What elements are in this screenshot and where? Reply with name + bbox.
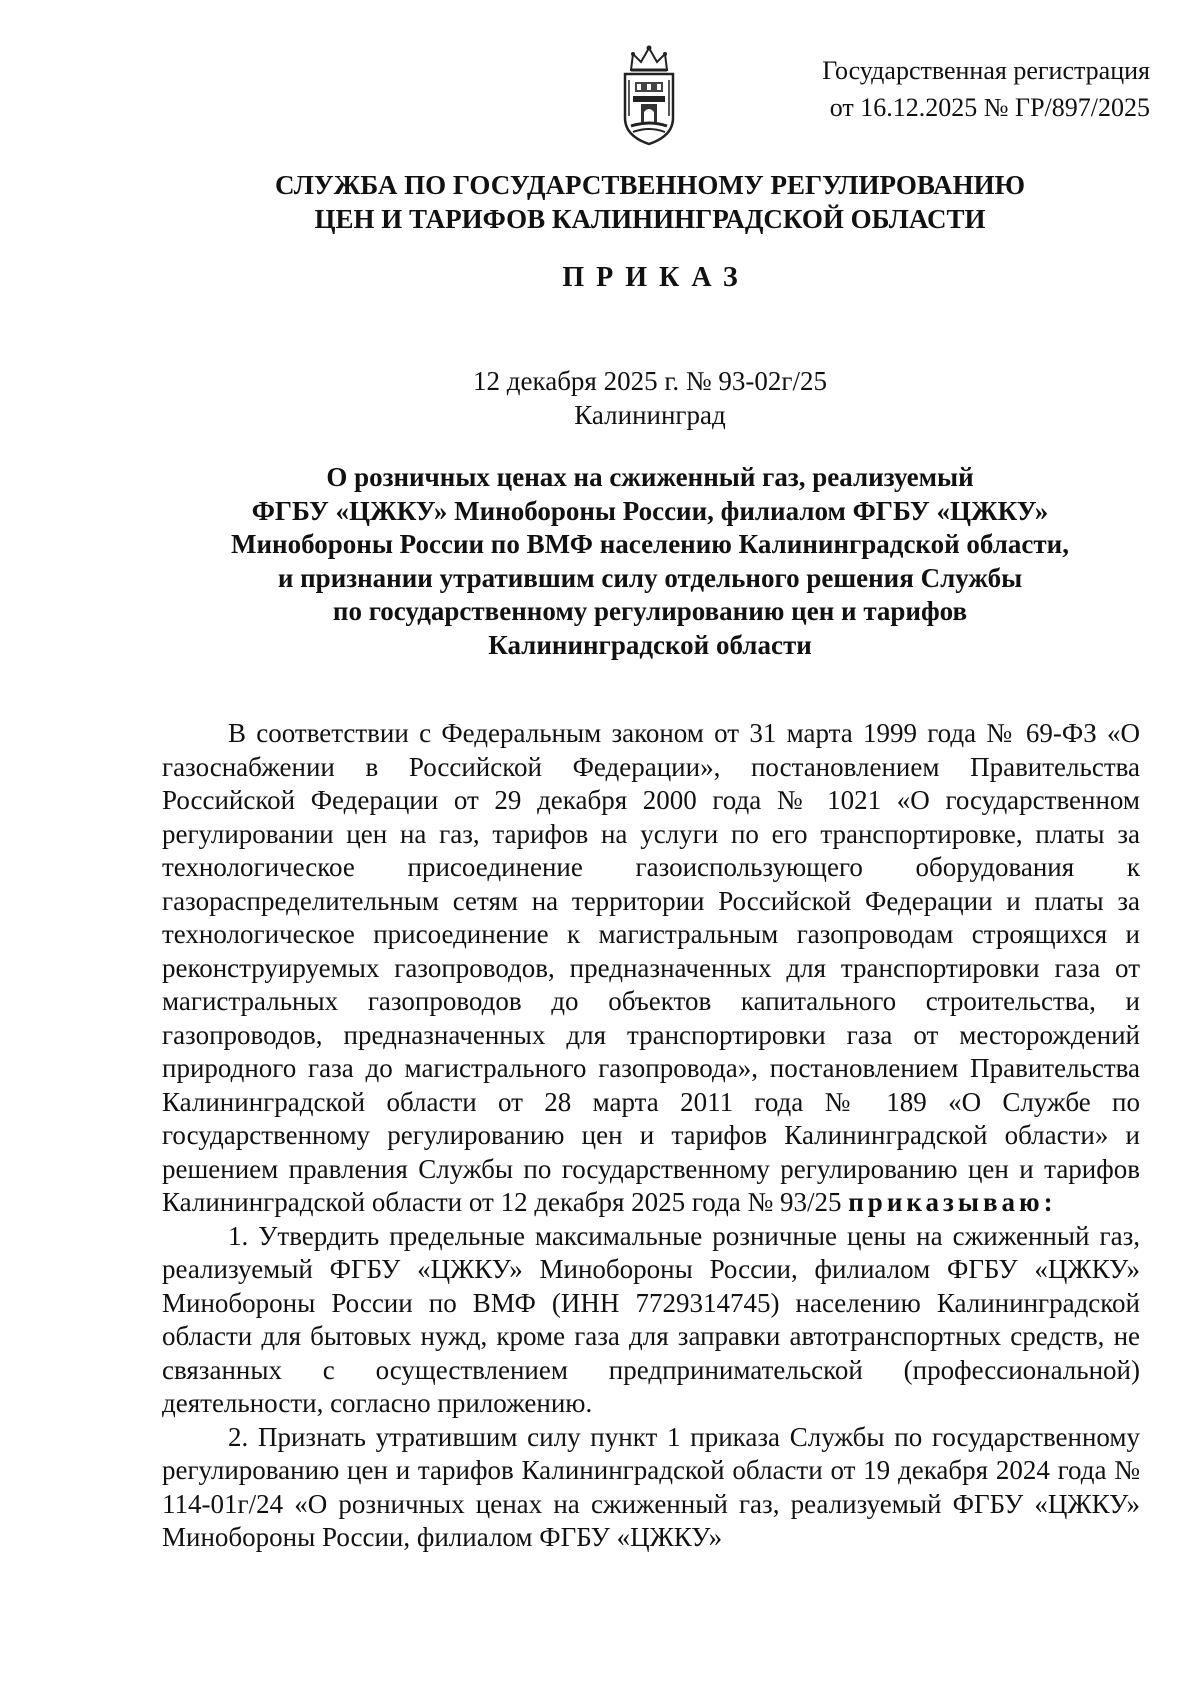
order-word: приказываю: (848, 1187, 1057, 1217)
document-body (162, 717, 1140, 1555)
document-title (160, 461, 1140, 662)
title-line-3: Минобороны России по ВМФ населению Калининградской области, (231, 529, 1069, 559)
coat-of-arms-icon (613, 40, 685, 148)
preamble-text: В соответствии с Федеральным законом от 31 марта 1999 года № 69-ФЗ «О газоснабжении в Российской Федерации», постановлением Правительства Российской Федерации от 29 декабря 2000 года № 1021 «О государственном регулировании цен на газ, тарифов на услуги по его транспортировке, платы за технологическое присоединение газоиспользующего оборудования к газораспределительным сетям на территории Российской Федерации и платы за технологическое присоединение к магистральным газопроводам строящихся и реконструируемых газопроводов, предназначенных для транспортировки газа от магистральных газопроводов до объектов капитального строительства, и газопроводов, предназначенных для транспортировки газа от месторождений природного газа до магистрального газопровода», постановлением Правительства Калининградской области от 28 марта 2011 года № 189 «О Службе по государственному регулированию цен и тарифов Калининградской области» и решением правления Службы по государственному регулированию цен и тарифов Калининградской области от 12 декабря 2025 года № 93/25 (162, 718, 1140, 1217)
agency-name-line-2: ЦЕН И ТАРИФОВ КАЛИНИНГРАДСКОЙ ОБЛАСТИ (314, 204, 986, 234)
registration-line-1: Государственная регистрация (822, 56, 1150, 85)
document-date-number: 12 декабря 2025 г. № 93-02г/25 (473, 366, 827, 396)
agency-name-line-1: СЛУЖБА ПО ГОСУДАРСТВЕННОМУ РЕГУЛИРОВАНИЮ (274, 170, 1026, 200)
item-2-paragraph: 2. Признать утратившим силу пункт 1 приказа Службы по государственному регулированию цен и тарифов Калининградской области от 19 декабря 2024 года № 114-01г/24 «О розничных ценах на сжиженный газ, реализуемый ФГБУ «ЦЖКУ» Минобороны России, филиалом ФГБУ «ЦЖКУ» (162, 1421, 1140, 1552)
preamble-paragraph (162, 717, 1140, 1220)
document-type: ПРИКАЗ (562, 262, 750, 293)
document-date-block (160, 364, 1140, 432)
item-1-paragraph: 1. Утвердить предельные максимальные розничные цены на сжиженный газ, реализуемый ФГБУ «ЦЖКУ» Минобороны России, филиалом ФГБУ «ЦЖКУ» Минобороны России по ВМФ (ИНН 7729314745) населению Калининградской области для бытовых нужд, кроме газа для заправки автотранспортных средств, не связанных с осуществлением предпринимательской (профессиональной) деятельности, согласно приложению. (162, 1220, 1140, 1418)
agency-name (160, 168, 1140, 236)
document-city: Калининград (574, 400, 726, 430)
registration-stamp (770, 52, 1150, 126)
title-line-1: О розничных ценах на сжиженный газ, реализуемый (326, 462, 974, 492)
title-line-6: Калининградской области (488, 629, 812, 660)
title-line-4: и признании утратившим силу отдельного решения Службы (277, 562, 1023, 593)
registration-line-2: от 16.12.2025 № ГР/897/2025 (829, 93, 1150, 122)
title-line-2: ФГБУ «ЦЖКУ» Минобороны России, филиалом ФГБУ «ЦЖКУ» (251, 495, 1049, 526)
title-line-5: по государственному регулированию цен и тарифов (332, 596, 968, 626)
